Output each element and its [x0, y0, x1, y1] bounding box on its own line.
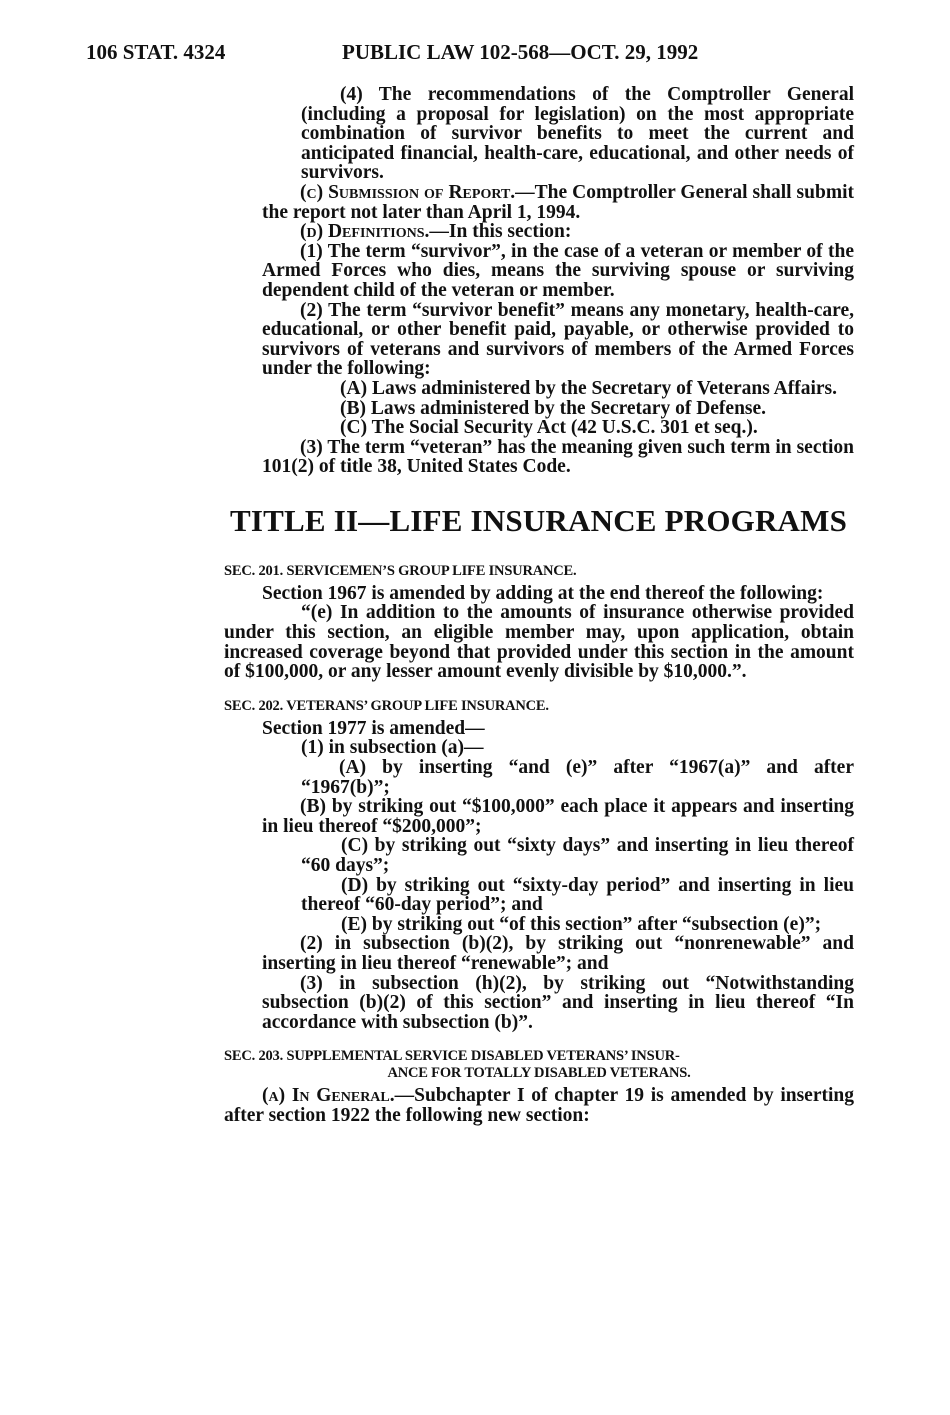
definition-clause-c: (C) The Social Security Act (42 U.S.C. 301 et seq.). [340, 417, 758, 439]
section-201-heading: SEC. 201. SERVICEMEN’S GROUP LIFE INSURANCE. [224, 562, 577, 579]
section-202-clause-e: (E) by striking out “of this section” after “subsection (e)”; [341, 913, 822, 935]
section-202-clause-d: (D) by striking out “sixty-day period” and inserting in lieu thereof “60-day period”; and [301, 874, 854, 916]
paragraph-submission-of-report [224, 183, 854, 222]
section-202-paragraph-3: (3) in subsection (h)(2), by striking out “Notwithstanding subsection (b)(2) of this section” and inserting in lieu thereof “In accordance with subsection (b)”. [262, 972, 854, 1033]
section-202-heading: SEC. 202. VETERANS’ GROUP LIFE INSURANCE. [224, 697, 549, 714]
definition-clause-a: (A) Laws administered by the Secretary of Veterans Affairs. [340, 377, 838, 399]
title-heading: TITLE II—LIFE INSURANCE PROGRAMS [230, 502, 848, 538]
section-202-clause-a: (A) by inserting “and (e)” after “1967(a)” and after “1967(b)”; [301, 757, 854, 798]
definition-survivor-benefit: (2) The term “survivor benefit” means any monetary, health-care, educational, or other benefit paid, payable, or otherwise provided to survivors of veterans and survivors of members of the Armed Forces under the following: [262, 299, 854, 380]
definition-survivor: (1) The term “survivor”, in the case of a veteran or member of the Armed Forces who dies, means the surviving spouse or surviving dependent child of the veteran or member. [262, 240, 854, 301]
page-body [224, 85, 854, 1126]
subsection-heading-submission: (c) Submission of Report. [300, 181, 516, 203]
paragraph-recommendations: (4) The recommendations of the Comptroller General (including a proposal for legislation) on the most appropriate combination of survivor benefits to meet the current and anticipated financial, health-care, educational, and other needs of survivors. [301, 84, 854, 184]
section-201-intro: Section 1967 is amended by adding at the end thereof the following: [262, 582, 824, 604]
subsection-heading-in-general: (a) In General. [262, 1085, 395, 1107]
statute-page-number: 106 STAT. 4324 [86, 40, 226, 64]
public-law-citation: PUBLIC LAW 102-568—OCT. 29, 1992 [342, 40, 699, 64]
definition-clause-b: (B) Laws administered by the Secretary of Defense. [340, 397, 767, 419]
section-202-intro: Section 1977 is amended— [262, 717, 485, 739]
definition-veteran: (3) The term “veteran” has the meaning given such term in section 101(2) of title 38, United States Code. [262, 436, 854, 478]
subsection-heading-definitions: (d) Definitions. [300, 221, 430, 243]
subsection-text-definitions: —In this section: [429, 221, 572, 243]
section-202-clause-b: (B) by striking out “$100,000” each place it appears and inserting in lieu thereof “$200,000”; [262, 796, 854, 837]
section-202-clause-c: (C) by striking out “sixty days” and inserting in lieu thereof “60 days”; [301, 835, 854, 876]
section-201-quoted-text: “(e) In addition to the amounts of insurance otherwise provided under this section, an eligible member may, upon application, obtain increased coverage beyond that provided under this section in the amount of $100,000, or any lesser amount evenly divisible by $10,000.”. [224, 602, 854, 683]
section-203-subsection-a [224, 1086, 854, 1125]
subsection-text-in-general: —Subchapter I of chapter 19 is amended by inserting after section 1922 the following new section: [224, 1085, 854, 1126]
section-202-paragraph-1: (1) in subsection (a)— [301, 737, 484, 759]
paragraph-definitions [224, 222, 854, 242]
section-203-heading [224, 1048, 854, 1082]
section-202-paragraph-2: (2) in subsection (b)(2), by striking out “nonrenewable” and inserting in lieu thereof “renewable”; and [262, 933, 854, 974]
subsection-text-submission: —The Comptroller General shall submit the report not later than April 1, 1994. [262, 181, 854, 223]
section-203-heading-line-1: SEC. 203. SUPPLEMENTAL SERVICE DISABLED VETERANS’ INSUR- [224, 1048, 680, 1065]
section-203-heading-line-2: ANCE FOR TOTALLY DISABLED VETERANS. [387, 1065, 691, 1082]
